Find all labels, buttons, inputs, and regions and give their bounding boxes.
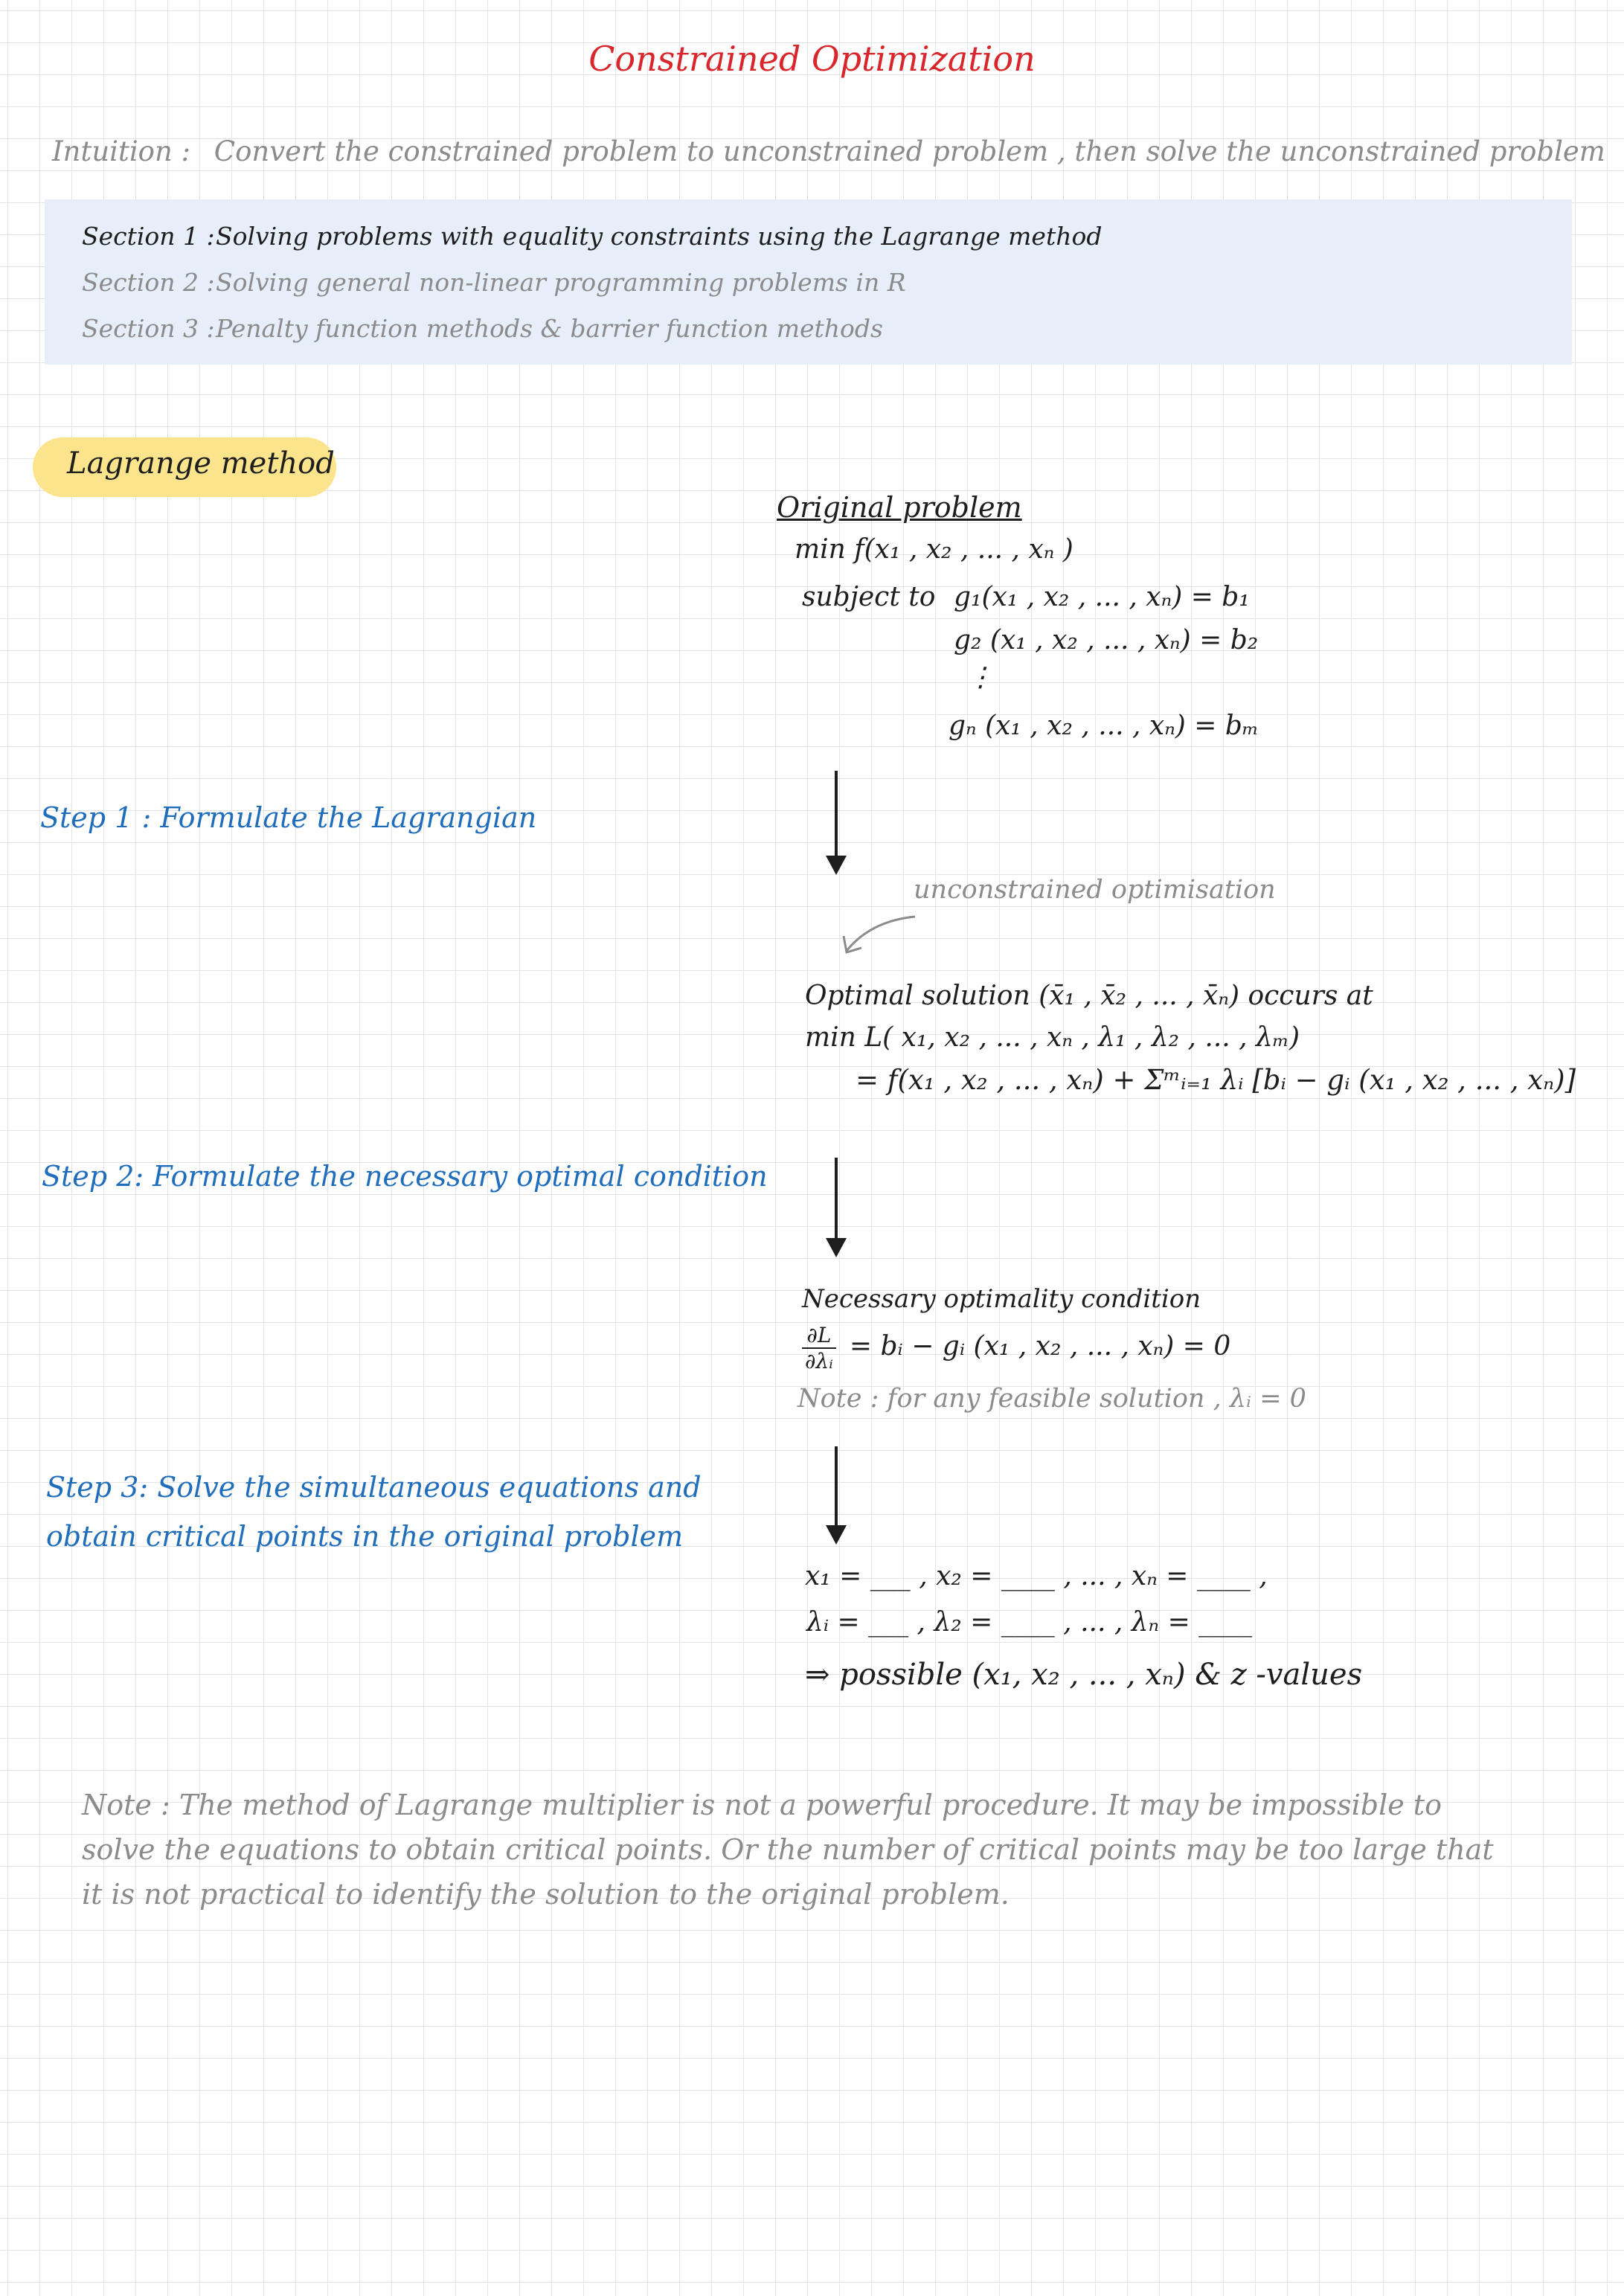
- section-2-label: Section 2 :: [82, 268, 215, 297]
- section-3-label: Section 3 :: [82, 314, 215, 343]
- section-1-label: Section 1 :: [82, 222, 215, 251]
- x-values-line: x₁ = ___ , x₂ = ____ , ... , xₙ = ____ ,: [805, 1561, 1268, 1591]
- step-3-line-2: obtain critical points in the original problem: [46, 1520, 684, 1553]
- down-arrow-1-icon: [826, 856, 847, 875]
- feasible-solution-note: Note : for any feasible solution , λᵢ = 0: [797, 1384, 1306, 1414]
- section-1-text: Solving problems with equality constraints using the Lagrange method: [216, 222, 1103, 251]
- down-arrow-3-shaft: [835, 1446, 838, 1528]
- intuition-label: Intuition :: [52, 135, 191, 167]
- constraint-m: gₙ (x₁ , x₂ , ... , xₙ) = bₘ: [949, 711, 1259, 741]
- constraint-1: g₁(x₁ , x₂ , ... , xₙ) = b₁: [954, 582, 1250, 612]
- section-1: [82, 222, 1102, 251]
- intuition-line: [52, 135, 1620, 167]
- step-3-line-1: Step 3: Solve the simultaneous equations and: [46, 1471, 702, 1504]
- fraction-denominator: ∂λᵢ: [805, 1349, 833, 1373]
- page-title: Constrained Optimization: [588, 39, 1036, 79]
- optimal-solution-line: Optimal solution (x̄₁ , x̄₂ , ... , x̄ₙ) occurs at: [805, 981, 1373, 1011]
- objective-function: min f(x₁ , x₂ , ... , xₙ ): [795, 534, 1073, 565]
- intuition-text: Convert the constrained problem to unconstrained problem , then solve the unconstrained problem: [214, 135, 1605, 167]
- curved-arrow-icon: [833, 908, 922, 960]
- lagrangian-min-line: min L( x₁, x₂ , ... , xₙ , λ₁ , λ₂ , ... , λₘ): [805, 1022, 1300, 1053]
- down-arrow-2-icon: [826, 1238, 847, 1257]
- partial-derivative-fraction: [802, 1323, 836, 1373]
- section-3-text: Penalty function methods & barrier function methods: [216, 314, 883, 343]
- section-2: [82, 268, 906, 297]
- step-3-label: [46, 1463, 702, 1561]
- down-arrow-1-shaft: [835, 771, 838, 860]
- lagrangian-expression: = f(x₁ , x₂ , ... , xₙ) + Σᵐᵢ₌₁ λᵢ [bᵢ − gᵢ (x₁ , x₂ , ... , xₙ)]: [856, 1064, 1576, 1096]
- section-2-text: Solving general non-linear programming problems in R: [216, 268, 906, 297]
- down-arrow-2-shaft: [835, 1158, 838, 1241]
- unconstrained-optimisation-note: unconstrained optimisation: [914, 875, 1276, 905]
- subject-to-label: subject to: [802, 582, 936, 612]
- step-2-label: Step 2: Formulate the necessary optimal condition: [42, 1160, 768, 1193]
- fraction-numerator: ∂L: [802, 1323, 836, 1349]
- lagrange-method-heading: Lagrange method: [67, 446, 335, 481]
- possible-values-line: ⇒ possible (x₁, x₂ , ... , xₙ) & z -values: [805, 1658, 1363, 1692]
- bottom-note: Note : The method of Lagrange multiplier is not a powerful procedure. It may be impossible to solve the equations to obtain critical points. Or the number of critical points may be too large that it is not practical to identify the solution to the original problem.: [82, 1789, 1494, 1911]
- necessary-condition-title: Necessary optimality condition: [802, 1284, 1201, 1314]
- section-3: [82, 314, 883, 343]
- down-arrow-3-icon: [826, 1525, 847, 1545]
- lambda-values-line: λᵢ = ___ , λ₂ = ____ , ... , λₙ = ____: [806, 1607, 1253, 1638]
- condition-rhs: = bᵢ − gᵢ (x₁ , x₂ , ... , xₙ) = 0: [849, 1331, 1231, 1362]
- original-problem-title: Original problem: [777, 491, 1022, 524]
- necessary-condition-equation: [802, 1323, 1230, 1373]
- constraint-2: g₂ (x₁ , x₂ , ... , xₙ) = b₂: [954, 625, 1259, 655]
- step-1-label: Step 1 : Formulate the Lagrangian: [40, 801, 537, 834]
- constraint-ellipsis: ⋮: [967, 662, 994, 693]
